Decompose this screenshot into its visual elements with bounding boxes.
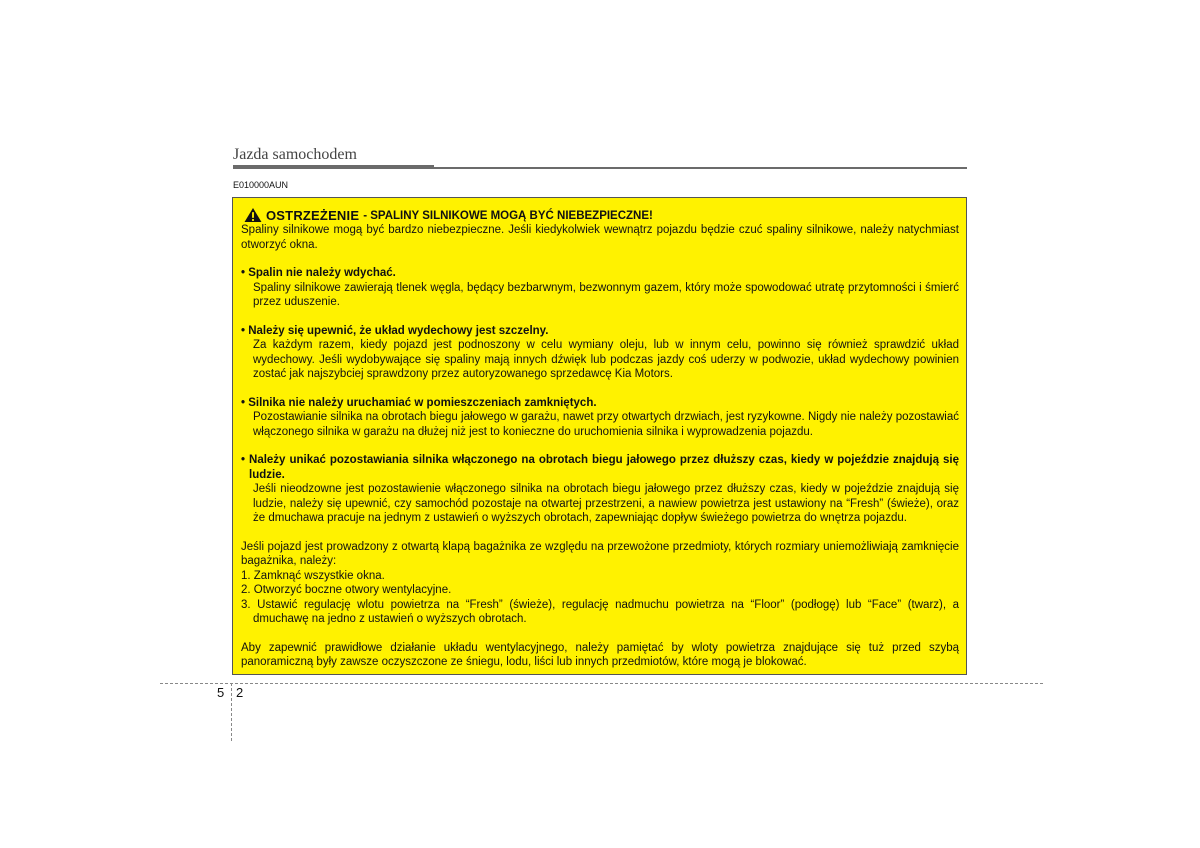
header-rule-thin: [434, 167, 967, 169]
footer-rule: [160, 683, 1043, 684]
bullet-title: • Należy się upewnić, że układ wydechowy jest szczelny.: [241, 324, 549, 337]
bullet-text: Spaliny silnikowe zawierają tlenek węgla, będący bezbarwnym, bezwonnym gazem, który może spowodować utratę przytomności i śmierć przez uduszenie.: [253, 281, 959, 308]
page-number: 2: [236, 685, 244, 700]
bullet-text: Jeśli nieodzowne jest pozostawienie włączonego silnika na obrotach biegu jałowego przez dłuższy czas, kiedy w pojeździe znajdują się ludzie, należy się upewnić, czy samochód pozostaje na otwartej przestrzeni, a nawiew powietrza jest ustawiony na “Fresh” (świeże), oraz że dmuchawa pracuje na jednym z ustawień o wyższych obrotach, zapewniając dopływ świeżego powietrza do wnętrza pojazdu.: [253, 483, 959, 524]
header-rule-thick: [233, 165, 434, 169]
warning-triangle-icon: [243, 207, 263, 223]
trunk-intro: Jeśli pojazd jest prowadzony z otwartą klapą bagażnika ze względu na przewożone przedmioty, których rozmiary uniemożliwiają zamknięcie bagażnika, należy:: [241, 540, 959, 567]
warning-label: OSTRZEŻENIE: [266, 207, 360, 223]
bullet-text: Za każdym razem, kiedy pojazd jest podnoszony w celu wymiany oleju, lub w innym celu, powinno się również sprawdzić układ wydechowy. Jeśli wydobywające się spaliny mają innych dźwięk lub podczas jazdy coś uderzy w podwozie, układ wydechowy powinien zostać jak najszybciej sprawdzony przez autoryzowanego sprzedawcę Kia Motors.: [253, 339, 959, 380]
list-item: 1. Zamknąć wszystkie okna.: [241, 569, 385, 582]
bullet-title: • Spalin nie należy wdychać.: [241, 267, 396, 279]
page-divider: [231, 683, 232, 741]
bullet-text: Pozostawianie silnika na obrotach biegu jałowego w garażu, nawet przy otwartych drzwiach, jest ryzykowne. Nigdy nie należy pozostawiać włączonego silnika w garażu na dłużej niż jest to konieczne do uruchomienia silnika i wyprowadzenia pojazdu.: [253, 411, 959, 438]
bullet-title: • Silnika nie należy uruchamiać w pomieszczeniach zamkniętych.: [241, 396, 597, 409]
closing-paragraph: Aby zapewnić prawidłowe działanie układu wentylacyjnego, należy pamiętać by wloty powietrza znajdujące się tuż przed szybą panoramiczną były zawsze oczyszczone ze śniegu, lodu, liści lub innych przedmiotów, które mogą je blokować.: [241, 641, 959, 668]
warning-box: [232, 197, 967, 675]
warning-heading: [243, 207, 959, 223]
warning-intro: Spaliny silnikowe mogą być bardzo niebezpieczne. Jeśli kiedykolwiek wewnątrz pojazdu będzie czuć spaliny silnikowe, należy natychmiast otworzyć okna.: [241, 224, 959, 251]
chapter-number: 5: [217, 685, 225, 700]
document-code: E010000AUN: [233, 180, 289, 190]
warning-subtitle: - SPALINY SILNIKOWE MOGĄ BYĆ NIEBEZPIECZNE!: [363, 209, 653, 222]
bullet-title: • Należy unikać pozostawiania silnika włączonego na obrotach biegu jałowego przez dłuższy czas, kiedy w pojeździe znajdują się ludzie.: [241, 454, 959, 481]
section-title: Jazda samochodem: [233, 146, 357, 163]
list-item: 2. Otworzyć boczne otwory wentylacyjne.: [241, 584, 452, 596]
list-item: 3. Ustawić regulację wlotu powietrza na “Fresh” (świeże), regulację nadmuchu powietrza na “Floor” (podłogę) lub “Face” (twarz), a dmuchawę na jedno z ustawień o wyższych obrotach.: [241, 598, 959, 625]
